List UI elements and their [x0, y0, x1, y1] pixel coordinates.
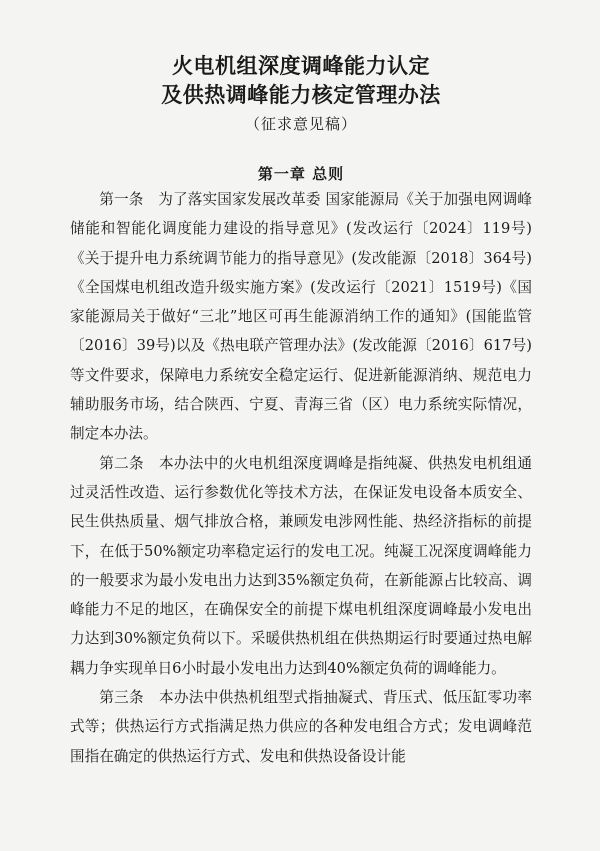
document-title: [70, 52, 532, 110]
article-1-number: 第一条: [99, 191, 144, 208]
article-3: [70, 683, 532, 771]
chapter-heading: 第一章 总则: [257, 165, 345, 183]
title-line-2: 及供热调峰能力核定管理办法: [161, 83, 441, 107]
article-3-text: 本办法中供热机组型式指抽凝式、背压式、低压缸零功率式等；供热运行方式指满足热力供应的各种发电组合方式；发电调峰范围指在确定的供热运行方式、发电和供热设备设计能: [70, 689, 532, 765]
article-3-number: 第三条: [99, 689, 144, 707]
document-subtitle: （征求意见稿）: [244, 115, 357, 133]
article-2-text: 本办法中的火电机组深度调峰是指纯凝、供热发电机组通过灵活性改造、运行参数优化等技术方法，在保证发电设备本质安全、民生供热质量、烟气排放合格，兼顾发电涉网性能、热经济指标的前提下，在低于50%额定功率稳定运行的发电工况。纯凝工况深度调峰能力的一般要求为最小发电出力达到35%额定负荷，在新能源占比较高、调峰能力不足的地区，在确保安全的前提下煤电机组深度调峰最小发电出力达到30%额定负荷以下。采暖供热机组在供热期运行时要通过热电解耦力争实现单日6小时最小发电出力达到40%额定负荷的调峰能力。: [70, 454, 532, 677]
article-2: [70, 449, 532, 683]
article-1: [70, 185, 532, 449]
title-line-1: 火电机组深度调峰能力认定: [172, 54, 430, 78]
article-1-text: 为了落实国家发展改革委 国家能源局《关于加强电网调峰储能和智能化调度能力建设的指导意见》(发改运行〔2024〕119号)《关于提升电力系统调节能力的指导意见》(发改能源〔2018〕364号)《全国煤电机组改造升级实施方案》(发改运行〔2021〕1519号)《国家能源局关于做好“三北”地区可再生能源消纳工作的通知》(国能监管〔2016〕39号)以及《热电联产管理办法》(发改能源〔2016〕617号)等文件要求，保障电力系统安全稳定运行、促进新能源消纳、规范电力辅助服务市场，结合陕西、宁夏、青海三省（区）电力系统实际情况，制定本办法。: [70, 191, 532, 443]
article-2-number: 第二条: [99, 454, 144, 472]
